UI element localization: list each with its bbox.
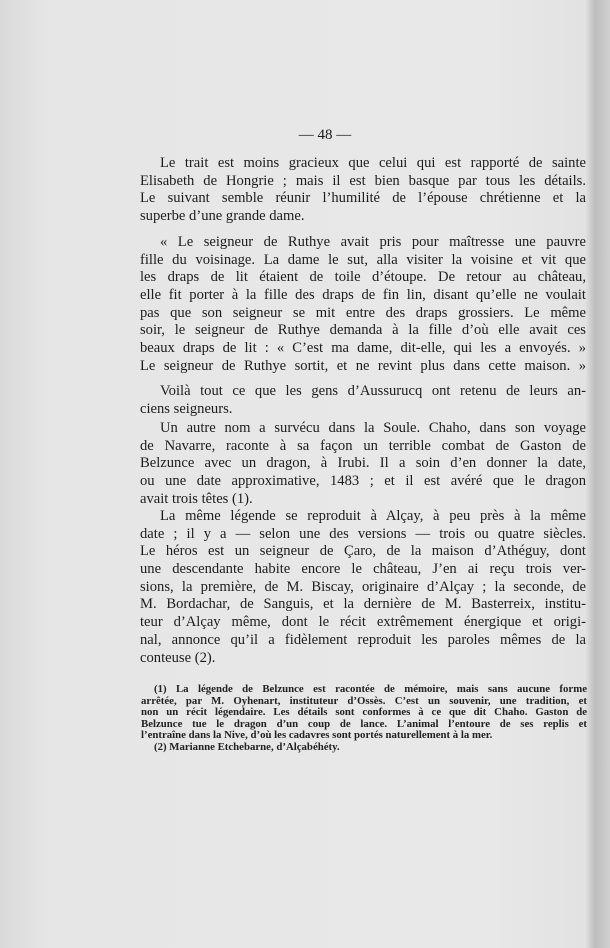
text-line: (2) Marianne Etchebarne, d’Alçabéhéty. xyxy=(154,740,340,753)
text-line: Le seigneur de Ruthye sortit, et ne revint plus dans cette maison. » xyxy=(140,357,586,374)
footnote-2 xyxy=(141,742,587,754)
text-line: arrêtée, par M. Oyhenart, instituteur d’Ossès. C’est un souvenir, une tradition, et xyxy=(141,694,587,707)
text-line: pas que son seigneur se mit entre des draps grossiers. Le même xyxy=(140,304,586,321)
paragraph-2 xyxy=(140,234,586,376)
text-line: fille du voisinage. La dame le sut, alla visiter la voisine et vit que xyxy=(140,251,586,268)
text-line: ou une date approximative, 1483 ; et il est avéré que le dragon xyxy=(140,473,586,490)
paragraph-4 xyxy=(140,420,586,508)
text-line: conteuse (2). xyxy=(140,649,216,666)
text-line: teur d’Alçay même, dont le récit extrêmement énergique et origi- xyxy=(140,614,586,631)
text-line: M. Bordachar, de Sanguis, et la dernière de M. Basterreix, institu- xyxy=(140,596,586,613)
page-number: — 48 — xyxy=(298,127,352,143)
text-line: de Navarre, raconte à sa façon un terrible combat de Gaston de xyxy=(140,437,586,454)
text-line: sions, la première, de M. Biscay, originaire d’Alçay ; la seconde, de xyxy=(140,578,586,595)
text-line: Le suivant semble réunir l’humilité de l’épouse chrétienne et la xyxy=(140,190,586,207)
footnote-1 xyxy=(141,684,587,742)
text-line: les draps de lit étaient de toile d’étoupe. De retour au château, xyxy=(140,269,586,286)
text-line: avait trois têtes (1). xyxy=(140,490,253,507)
text-line: nal, annonce qu’il a fidèlement reproduit les paroles mêmes de la xyxy=(140,631,586,648)
text-line: (1) La légende de Belzunce est racontée de mémoire, mais sans aucune forme xyxy=(154,683,587,695)
paragraph-3 xyxy=(140,383,586,418)
text-line: superbe d’une grande dame. xyxy=(140,208,305,225)
text-line: Le héros est un seigneur de Çaro, de la maison d’Athéguy, dont xyxy=(140,543,586,560)
text-line: « Le seigneur de Ruthye avait pris pour maîtresse une pauvre xyxy=(160,234,586,250)
text-line: Voilà tout ce que les gens d’Aussurucq ont retenu de leurs an- xyxy=(160,383,586,399)
footnotes xyxy=(141,684,587,754)
text-line: Belzunce tue le dragon d’un coup de lance. L’animal l’entoure de ses replis et xyxy=(141,717,587,730)
text-line: l’entraîne dans la Nive, d’où les cadavres sont portés naturellement à la mer. xyxy=(141,729,493,742)
text-line: Le trait est moins gracieux que celui qui est rapporté de sainte xyxy=(160,155,586,171)
text-line: Un autre nom a survécu dans la Soule. Chaho, dans son voyage xyxy=(160,420,586,436)
text-line: date ; il y a — selon une des versions — trois ou quatre siècles. xyxy=(140,525,586,542)
text-line: soir, le seigneur de Ruthye demanda à la fille d’où elle avait ces xyxy=(140,322,586,339)
text-line: non un récit légendaire. Les détails sont conformes à ce que dit Chaho. Gaston de xyxy=(141,706,587,719)
text-line: ciens seigneurs. xyxy=(140,400,233,417)
text-line: La même légende se reproduit à Alçay, à peu près à la même xyxy=(160,508,586,524)
text-line: Elisabeth de Hongrie ; mais il est bien basque par tous les détails. xyxy=(140,172,586,189)
text-line: une descendante habite encore le château, J’en ai reçu trois ver- xyxy=(140,561,586,578)
paragraph-1 xyxy=(140,155,586,226)
text-line: Belzunce avec un dragon, à Irubi. Il a soin d’en donner la date, xyxy=(140,455,586,472)
text-line: elle fit porter à la fille des draps de fin lin, disant qu’elle ne voulait xyxy=(140,287,586,304)
text-line: beaux draps de lit : « C’est ma dame, dit-elle, qui les a envoyés. » xyxy=(140,340,586,357)
paragraph-5 xyxy=(140,508,586,667)
